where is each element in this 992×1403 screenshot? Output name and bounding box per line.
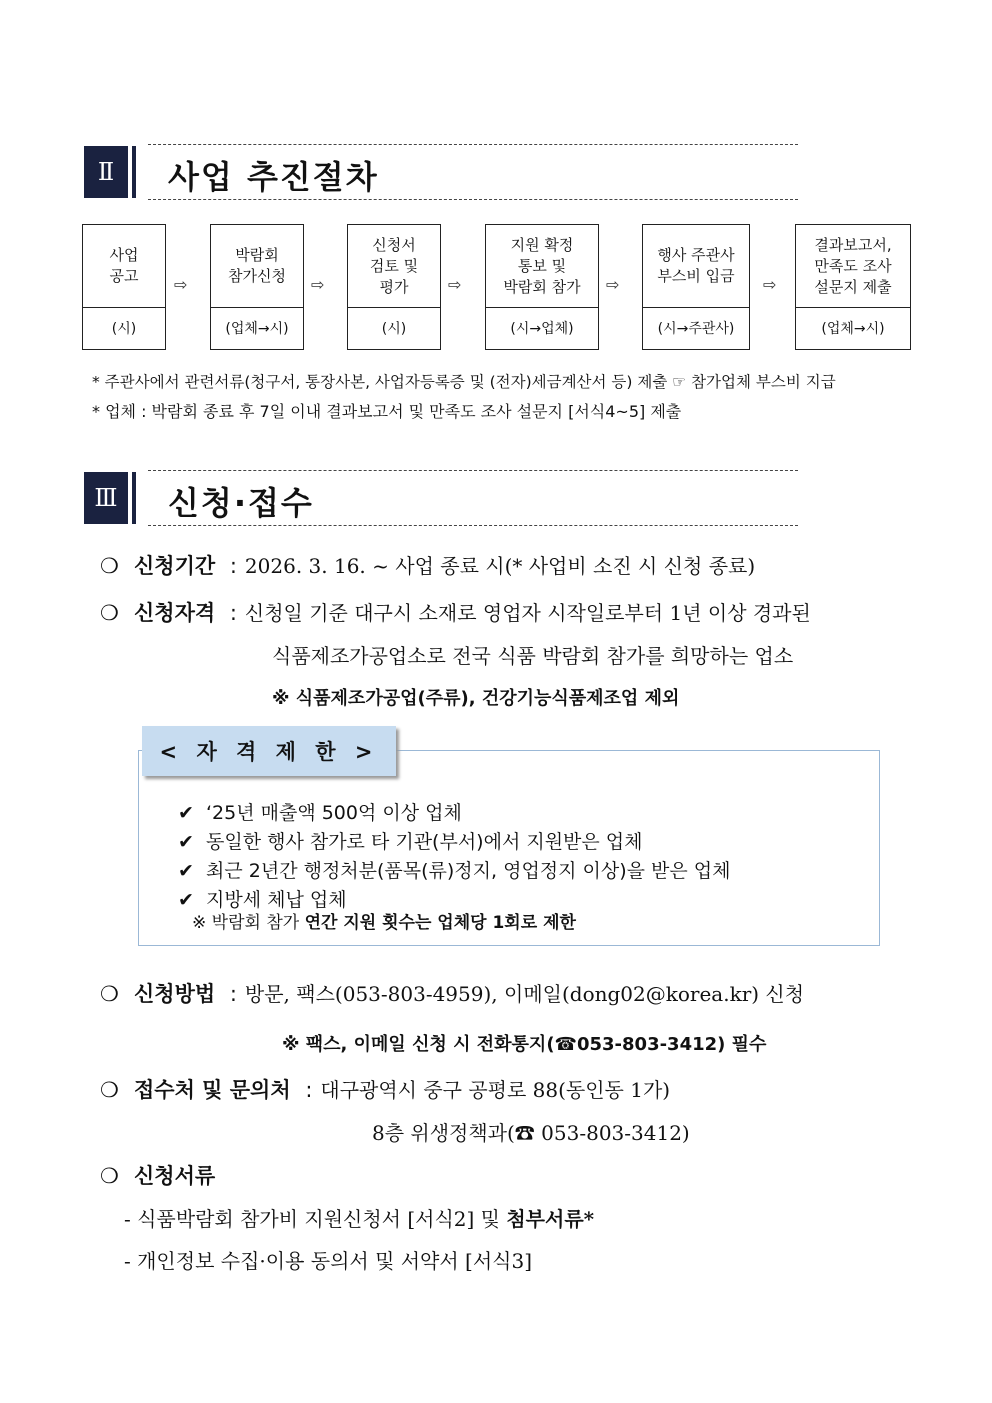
section-title: 신청·접수 bbox=[168, 484, 314, 522]
flow-step-title: 결과보고서, 만족도 조사 설문지 제출 bbox=[796, 225, 910, 308]
flow-step-title: 사업 공고 bbox=[83, 225, 165, 308]
method-note: ※ 팩스, 이메일 신청 시 전화통지(☎053-803-3412) 필수 bbox=[282, 1034, 767, 1055]
section-3-heading bbox=[84, 472, 798, 524]
check-icon: ✔ bbox=[178, 802, 194, 824]
divider bbox=[148, 470, 798, 471]
restriction-item: ✔ 동일한 행사 참가로 타 기관(부서)에서 지원받은 업체 bbox=[178, 831, 643, 853]
divider bbox=[148, 144, 798, 145]
restriction-item: ✔ 최근 2년간 행정처분(품목(류)정지, 영업정지 이상)을 받은 업체 bbox=[178, 860, 731, 882]
flow-step-1 bbox=[82, 224, 166, 350]
flow-step-actor: (시→주관사) bbox=[657, 321, 735, 337]
divider bbox=[132, 146, 136, 198]
arrow-icon: ⇨ bbox=[174, 275, 188, 294]
divider bbox=[148, 525, 798, 526]
restriction-item: ✔ ‘25년 매출액 500억 이상 업체 bbox=[178, 802, 462, 824]
flow-step-actor: (시) bbox=[381, 321, 407, 337]
check-icon: ✔ bbox=[178, 831, 194, 853]
flow-step-title: 박람회 참가신청 bbox=[211, 225, 303, 308]
contact-line-2: 8층 위생정책과(☎ 053-803-3412) bbox=[372, 1121, 690, 1145]
divider bbox=[148, 199, 798, 200]
restriction-title: < 자 격 제 한 > bbox=[142, 726, 396, 776]
bullet-icon: ❍ bbox=[100, 982, 119, 1006]
section-number: Ⅲ bbox=[84, 472, 128, 524]
application-method bbox=[100, 978, 804, 1008]
item-label: 신청기간 bbox=[134, 554, 216, 578]
contact bbox=[100, 1074, 670, 1104]
bullet-icon: ❍ bbox=[100, 1078, 119, 1102]
separator: : bbox=[229, 554, 237, 578]
flow-step-actor: (업체→시) bbox=[225, 321, 289, 337]
separator: : bbox=[305, 1078, 313, 1102]
arrow-icon: ⇨ bbox=[763, 275, 777, 294]
flow-step-actor: (시) bbox=[111, 321, 137, 337]
item-value: 신청일 기준 대구시 소재로 영업자 시작일로부터 1년 이상 경과된 bbox=[244, 601, 811, 625]
restriction-item: ✔ 지방세 체납 업체 bbox=[178, 889, 347, 911]
flow-step-title: 신청서 검토 및 평가 bbox=[348, 225, 440, 308]
item-value: 대구광역시 중구 공평로 88(동인동 1가) bbox=[320, 1078, 671, 1102]
separator: : bbox=[229, 982, 237, 1006]
item-value: 2026. 3. 16. ~ 사업 종료 시(* 사업비 소진 시 신청 종료) bbox=[244, 554, 756, 578]
separator: : bbox=[229, 601, 237, 625]
flow-step-title: 지원 확정 통보 및 박람회 참가 bbox=[486, 225, 598, 308]
qualification-line-2: 식품제조가공업소로 전국 식품 박람회 참가를 희망하는 업소 bbox=[272, 644, 794, 668]
arrow-icon: ⇨ bbox=[311, 275, 325, 294]
flow-step-2 bbox=[210, 224, 304, 350]
flow-step-actor: (시→업체) bbox=[510, 321, 574, 337]
check-icon: ✔ bbox=[178, 889, 194, 911]
section-number: Ⅱ bbox=[84, 146, 128, 198]
bullet-icon: ❍ bbox=[100, 1164, 119, 1188]
flow-step-4 bbox=[485, 224, 599, 350]
document-item: - 식품박람회 참가비 지원신청서 [서식2] 및 첨부서류* bbox=[124, 1207, 595, 1231]
flow-step-3 bbox=[347, 224, 441, 350]
flow-step-5 bbox=[642, 224, 750, 350]
flow-step-6 bbox=[795, 224, 911, 350]
item-label: 신청방법 bbox=[134, 982, 216, 1006]
bullet-icon: ❍ bbox=[100, 554, 119, 578]
item-value: 방문, 팩스(053-803-4959), 이메일(dong02@korea.kr) 신청 bbox=[244, 982, 805, 1006]
check-icon: ✔ bbox=[178, 860, 194, 882]
document-item: - 개인정보 수집·이용 동의서 및 서약서 [서식3] bbox=[124, 1249, 533, 1273]
section-title: 사업 추진절차 bbox=[168, 158, 379, 196]
documents bbox=[100, 1160, 215, 1190]
flow-step-title: 행사 주관사 부스비 입금 bbox=[643, 225, 749, 308]
restriction-note: ※ 박람회 참가 연간 지원 횟수는 업체당 1회로 제한 bbox=[192, 913, 576, 933]
note: * 업체 : 박람회 종료 후 7일 이내 결과보고서 및 만족도 조사 설문지 [서식4~5] 제출 bbox=[92, 402, 682, 421]
divider bbox=[132, 472, 136, 524]
qualification-note: ※ 식품제조가공업(주류), 건강기능식품제조업 제외 bbox=[272, 688, 680, 709]
qualification bbox=[100, 597, 811, 627]
arrow-icon: ⇨ bbox=[606, 275, 620, 294]
section-2-heading bbox=[84, 146, 798, 198]
application-period bbox=[100, 550, 755, 580]
item-label: 신청자격 bbox=[134, 601, 216, 625]
item-label: 접수처 및 문의처 bbox=[134, 1078, 291, 1102]
item-label: 신청서류 bbox=[134, 1164, 216, 1188]
arrow-icon: ⇨ bbox=[448, 275, 462, 294]
bullet-icon: ❍ bbox=[100, 601, 119, 625]
note: * 주관사에서 관련서류(청구서, 통장사본, 사업자등록증 및 (전자)세금계산서 등) 제출 ☞ 참가업체 부스비 지급 bbox=[92, 373, 836, 391]
flow-step-actor: (업체→시) bbox=[821, 321, 885, 337]
